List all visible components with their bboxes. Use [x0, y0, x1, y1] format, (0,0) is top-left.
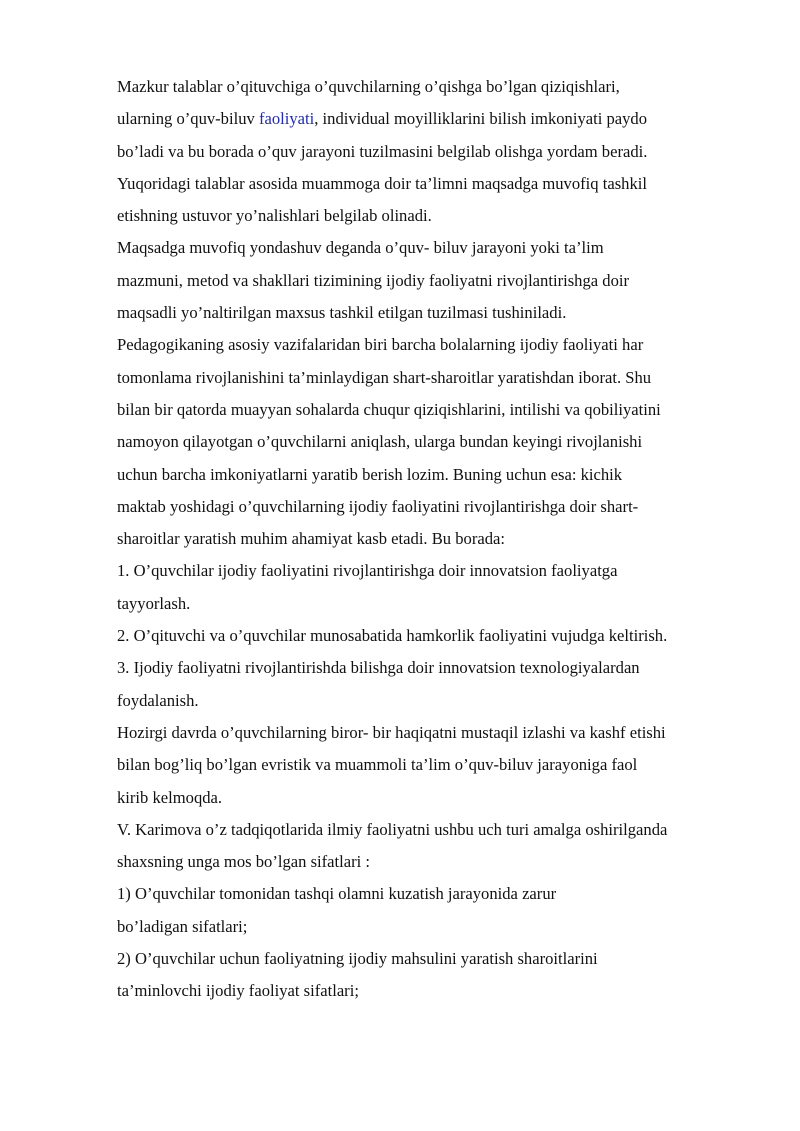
- numbered-item-2-line: ta’minlovchi ijodiy faoliyat sifatlari;: [117, 981, 359, 1001]
- text-line: bilan bog’liq bo’lgan evristik va muammoli ta’lim o’quv-biluv jarayoniga faol: [117, 755, 638, 775]
- text-line: Yuqoridagi talablar asosida muammoga doir ta’limni maqsadga muvofiq tashkil: [117, 173, 647, 193]
- text-line: maktab yoshidagi o’quvchilarning ijodiy faoliyatini rivojlantirishga doir shart-: [117, 496, 639, 516]
- text-line: [117, 103, 747, 135]
- numbered-item-1-line: 1) O’quvchilar tomonidan tashqi olamni kuzatish jarayonida zarur: [117, 884, 557, 904]
- text-line: mazmuni, metod va shakllari tizimining ijodiy faoliyatni rivojlantirishga doir: [117, 270, 629, 290]
- numbered-item-2-line: 2) O’quvchilar uchun faoliyatning ijodiy mahsulini yaratish sharoitlarini: [117, 949, 598, 969]
- text-line: tomonlama rivojlanishini ta’minlaydigan shart-sharoitlar yaratishdan iborat. Shu: [117, 367, 652, 387]
- text-fragment: ularning o’quv-biluv: [117, 109, 259, 129]
- list-item-3-line: 3. Ijodiy faoliyatni rivojlantirishda bilishga doir innovatsion texnologiyalardan: [117, 658, 640, 678]
- text-line: etishning ustuvor yo’nalishlari belgilab olinadi.: [117, 206, 432, 226]
- text-line: sharoitlar yaratish muhim ahamiyat kasb etadi. Bu borada:: [117, 529, 506, 549]
- text-line: shaxsning unga mos bo’lgan sifatlari :: [117, 852, 371, 872]
- list-item-2-line: 2. O’qituvchi va o’quvchilar munosabatida hamkorlik faoliyatini vujudga keltirish.: [117, 626, 668, 646]
- text-line: namoyon qilayotgan o’quvchilarni aniqlash, ularga bundan keyingi rivojlanishi: [117, 432, 643, 452]
- text-line: bilan bir qatorda muayyan sohalarda chuqur qiziqishlarini, intilishi va qobiliyatini: [117, 399, 661, 419]
- text-line: Hozirgi davrda o’quvchilarning biror- bir haqiqatni mustaqil izlashi va kashf etishi: [117, 722, 666, 742]
- list-item-1-line: tayyorlash.: [117, 593, 191, 613]
- list-item-3-line: foydalanish.: [117, 690, 199, 710]
- text-line: uchun barcha imkoniyatlarni yaratib berish lozim. Buning uchun esa: kichik: [117, 464, 623, 484]
- text-line: bo’ladi va bu borada o’quv jarayoni tuzilmasini belgilab olishga yordam beradi.: [117, 141, 648, 161]
- text-line: Maqsadga muvofiq yondashuv deganda o’quv- biluv jarayoni yoki ta’lim: [117, 238, 604, 258]
- numbered-item-1-line: bo’ladigan sifatlari;: [117, 916, 248, 936]
- text-line: maqsadli yo’naltirilgan maxsus tashkil etilgan tuzilmasi tushiniladi.: [117, 303, 567, 323]
- text-line: Pedagogikaning asosiy vazifalaridan biri barcha bolalarning ijodiy faoliyati har: [117, 335, 644, 355]
- faoliyati-link[interactable]: faoliyati: [258, 109, 315, 129]
- list-item-1-line: 1. O’quvchilar ijodiy faoliyatini rivojlantirishga doir innovatsion faoliyatga: [117, 561, 618, 581]
- text-fragment: , individual moyilliklarini bilish imkoniyati paydo: [314, 109, 648, 129]
- text-line: V. Karimova o’z tadqiqotlarida ilmiy faoliyatni ushbu uch turi amalga oshirilganda: [117, 819, 668, 839]
- document-page: [117, 71, 747, 1008]
- text-line: kirib kelmoqda.: [117, 787, 223, 807]
- text-line: Mazkur talablar o’qituvchiga o’quvchilarning o’qishga bo’lgan qiziqishlari,: [117, 77, 620, 96]
